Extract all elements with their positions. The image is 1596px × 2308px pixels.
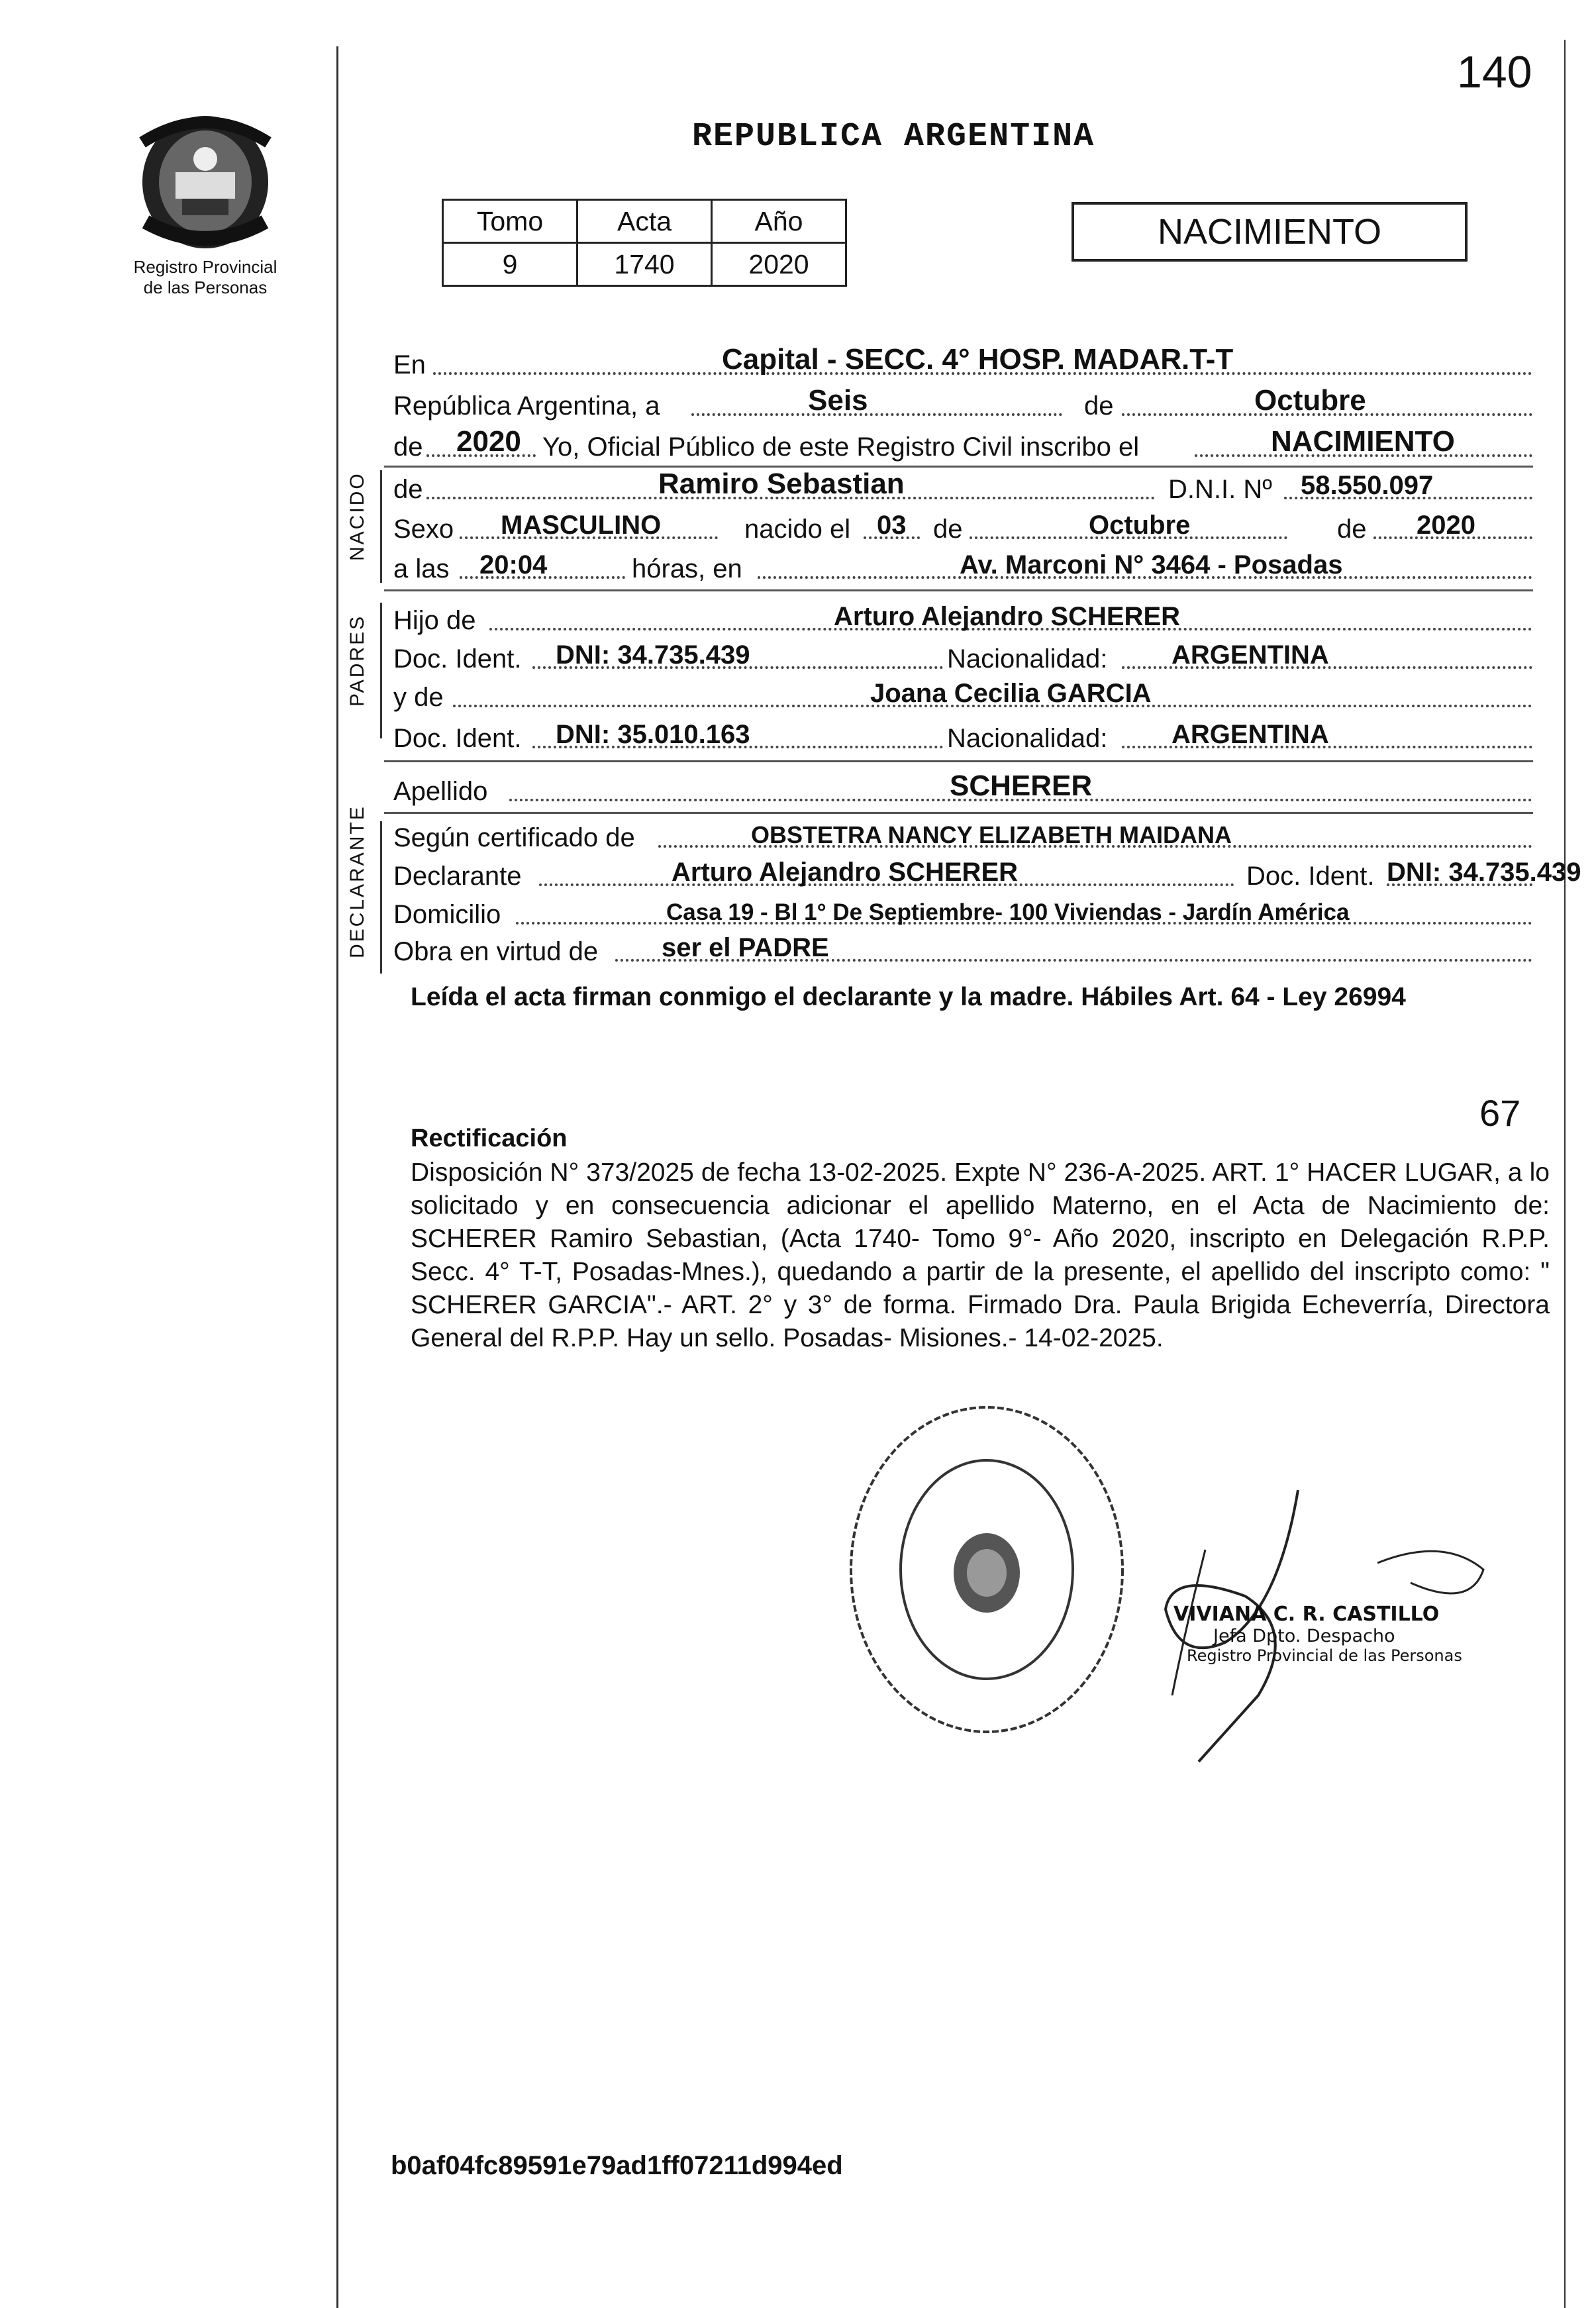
right-margin-line: [1564, 40, 1566, 2308]
row-father-doc: Doc. Ident. DNI: 34.735.439 Nacionalidad: ARGENTINA: [393, 637, 1532, 678]
value-tomo: 9: [443, 243, 577, 286]
father-name: Arturo Alejandro SCHERER: [834, 602, 1181, 631]
row-mother-doc: Doc. Ident. DNI: 35.010.163 Nacionalidad: ARGENTINA: [393, 717, 1532, 758]
child-dni: 58.550.097: [1301, 471, 1434, 500]
declarant-doc: DNI: 34.735.439: [1387, 858, 1581, 887]
surname-value: SCHERER: [950, 770, 1093, 802]
value-anio: 2020: [712, 243, 846, 286]
header-anio: Año: [712, 200, 846, 243]
page-number: 140: [1457, 47, 1532, 97]
stamp-text: [848, 1748, 1126, 1749]
header-tomo: Tomo: [443, 200, 577, 243]
capacity-value: ser el PADRE: [662, 933, 829, 962]
closing-statement: Leída el acta firman conmigo el declarante y la madre. Hábiles Art. 64 - Ley 26994: [411, 983, 1406, 1011]
certificate-value: OBSTETRA NANCY ELIZABETH MAIDANA: [751, 821, 1232, 848]
sex-value: MASCULINO: [501, 511, 662, 540]
declarante-section-label: DECLARANTE: [346, 805, 368, 958]
rectification-body: Disposición N° 373/2025 de fecha 13-02-2025. Expte N° 236-A-2025. ART. 1° HACER LUGAR, a lo solicitado y en consecuencia adicionar el apellido Materno, en el Acta de Nacimiento de: SCHERER Ramiro Sebastian, (Acta 1740- Tomo 9°- Año 2020, inscripto en Delegación R.P.P. Secc. 4° T-T, Posadas-Mnes.), quedando a partir de la presente, el apellido del inscripto como: " SCHERER GARCIA".- ART. 2° y 3° de forma. Firmado Dra. Paula Brigida Echeverría, Directora General del R.P.P. Hay un sello. Posadas- Misiones.- 14-02-2025.: [411, 1158, 1550, 1352]
province-logo: [129, 109, 281, 252]
address-value: Casa 19 - Bl 1° De Septiembre- 100 Viviendas - Jardín América: [666, 899, 1350, 925]
row-hijo: Hijo de Arturo Alejandro SCHERER: [393, 599, 1532, 640]
document-title: REPUBLICA ARGENTINA: [692, 118, 1095, 156]
header-acta: Acta: [577, 200, 712, 243]
month-value: Octubre: [1254, 384, 1366, 417]
left-margin-line: [336, 46, 338, 2308]
signatory-org: Registro Provincial de las Personas: [1187, 1646, 1462, 1665]
padres-section-label: PADRES: [346, 614, 368, 707]
row-obra: Obra en virtud de ser el PADRE: [393, 930, 1532, 971]
separator-3: [384, 760, 1533, 762]
row-nacido-sexo: Sexo MASCULINO nacido el 03 de Octubre de 2020: [393, 507, 1532, 548]
father-doc: DNI: 34.735.439: [556, 640, 750, 670]
province-shield-icon: [129, 109, 281, 252]
row-republica: República Argentina, a Seis de Octubre: [393, 384, 1532, 425]
nacido-section-label: NACIDO: [346, 472, 368, 561]
document-hash: b0af04fc89591e79ad1ff07211d994ed: [391, 2151, 843, 2180]
year-value: 2020: [456, 425, 521, 458]
row-nacido-name: de Ramiro Sebastian D.N.I. Nº 58.550.097: [393, 468, 1532, 509]
mother-name: Joana Cecilia GARCIA: [870, 679, 1152, 708]
row-nacido-time: a las 20:04 hóras, en Av. Marconi N° 3464 - Posadas: [393, 547, 1532, 588]
mother-doc: DNI: 35.010.163: [556, 720, 750, 749]
registry-label: Registro Provincial de las Personas: [133, 257, 277, 297]
value-acta: 1740: [577, 243, 712, 286]
row-segun: Según certificado de OBSTETRA NANCY ELIZABETH MAIDANA: [393, 816, 1532, 857]
place-value: Capital - SECC. 4° HOSP. MADAR.T-T: [722, 343, 1234, 376]
mother-nationality: ARGENTINA: [1172, 720, 1329, 749]
act-type-box: NACIMIENTO: [1072, 202, 1468, 262]
birth-year: 2020: [1417, 511, 1475, 540]
row-mother: y de Joana Cecilia GARCIA: [393, 676, 1532, 717]
signatory-role: Jefa Dpto. Despacho: [1213, 1626, 1395, 1646]
birth-month: Octubre: [1089, 511, 1191, 540]
row-domicilio: Domicilio Casa 19 - Bl 1° De Septiembre- 100 Viviendas - Jardín América: [393, 893, 1532, 934]
row-year: de 2020 Yo, Oficial Público de este Registro Civil inscribo el NACIMIENTO: [393, 425, 1532, 466]
birth-day: 03: [877, 511, 907, 540]
row-apellido: Apellido SCHERER: [393, 770, 1532, 811]
father-nationality: ARGENTINA: [1172, 640, 1329, 670]
reference-table: [442, 199, 847, 287]
official-stamp: [841, 1397, 1132, 1742]
separator-2: [384, 589, 1533, 591]
birth-place: Av. Marconi N° 3464 - Posadas: [960, 550, 1343, 579]
rectification-number: 67: [1479, 1092, 1521, 1134]
child-name: Ramiro Sebastian: [658, 468, 905, 500]
declarant-name: Arturo Alejandro SCHERER: [672, 858, 1019, 887]
birth-time: 20:04: [479, 550, 548, 579]
signatory-name: VIVIANA C. R. CASTILLO: [1173, 1603, 1440, 1626]
official-seal-icon: [841, 1397, 1132, 1742]
separator-4: [384, 812, 1533, 814]
row-declarante: Declarante Arturo Alejandro SCHERER Doc. Ident. DNI: 34.735.439: [393, 858, 1581, 891]
day-value: Seis: [808, 384, 868, 417]
row-en: En Capital - SECC. 4° HOSP. MADAR.T-T: [393, 343, 1532, 384]
inscribo-value: NACIMIENTO: [1271, 425, 1455, 458]
signature-block: [1173, 1603, 1478, 1665]
rectification-title: Rectificación: [411, 1125, 568, 1152]
